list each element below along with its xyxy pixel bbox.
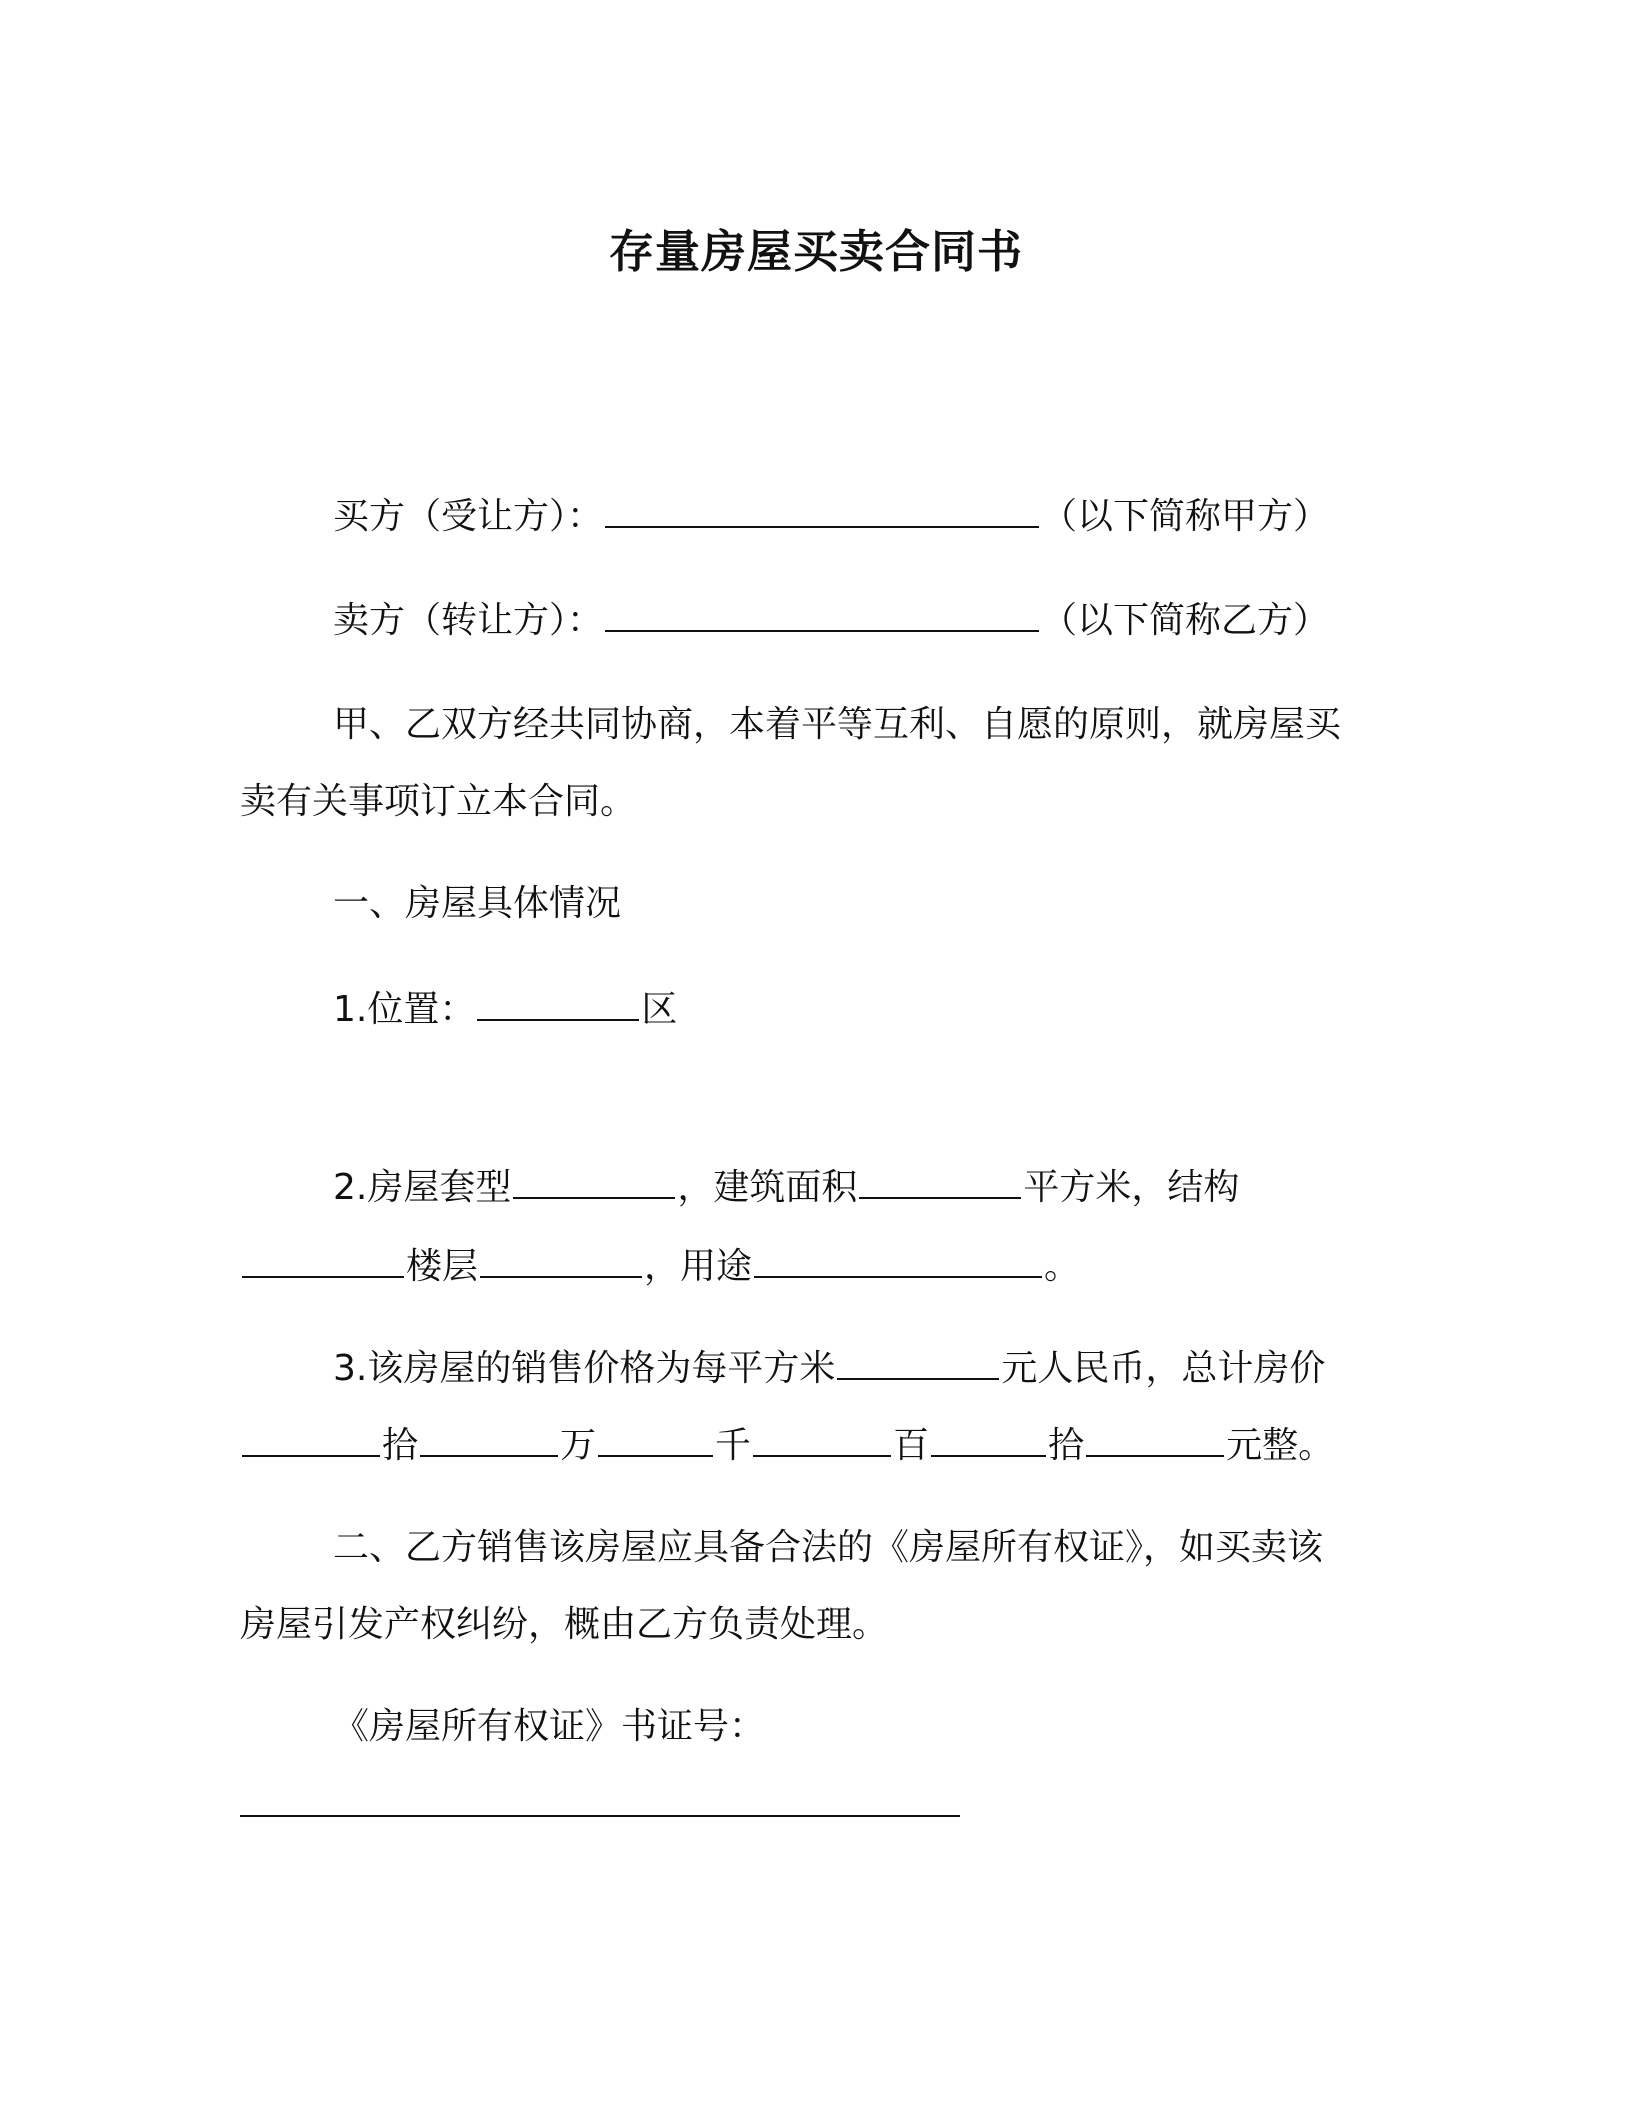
- floor-blank[interactable]: [480, 1244, 642, 1278]
- cert-number-blank[interactable]: [240, 1783, 960, 1817]
- unit-bai: 百: [893, 1425, 930, 1466]
- item1-prefix: 1.位置：: [333, 989, 476, 1030]
- item2-prefix: 2.房屋套型: [333, 1167, 512, 1208]
- section2-line-1: 二、乙方销售该房屋应具备合法的《房屋所有权证》，如买卖该: [333, 1527, 1324, 1568]
- cert-number-line: [240, 1781, 962, 1831]
- wan-blank[interactable]: [420, 1423, 558, 1457]
- intro-line-2: 卖有关事项订立本合同。: [240, 781, 637, 822]
- area-blank[interactable]: [859, 1165, 1021, 1199]
- item2-end: 。: [1044, 1246, 1081, 1287]
- item2-line-1: [333, 1163, 1239, 1213]
- shi-blank[interactable]: [931, 1423, 1046, 1457]
- structure-blank[interactable]: [242, 1244, 404, 1278]
- item3-prefix: 3.该房屋的销售价格为每平方米: [333, 1348, 836, 1389]
- qian-blank[interactable]: [598, 1423, 713, 1457]
- bai-blank[interactable]: [753, 1423, 891, 1457]
- district-blank[interactable]: [477, 987, 639, 1021]
- section2-line-2: 房屋引发产权纠纷，概由乙方负责处理。: [240, 1604, 889, 1645]
- item3-line-2: [240, 1421, 1334, 1471]
- buyer-label: 买方（受让方）：: [333, 496, 604, 537]
- item3-line-1: [333, 1344, 1325, 1394]
- use-label: ，用途: [644, 1246, 753, 1287]
- use-blank[interactable]: [754, 1244, 1042, 1278]
- buyer-name-blank[interactable]: [605, 494, 1039, 528]
- house-type-blank[interactable]: [513, 1165, 675, 1199]
- currency-label: 元人民币，总计房价: [1001, 1348, 1326, 1389]
- item1-location: [333, 985, 677, 1035]
- seller-line: [333, 596, 1329, 646]
- buyer-suffix: （以下简称甲方）: [1041, 496, 1330, 537]
- cert-number-label: 《房屋所有权证》书证号：: [333, 1706, 766, 1747]
- buyer-line: [333, 492, 1329, 542]
- intro-line-1: 甲、乙双方经共同协商，本着平等互利、自愿的原则，就房屋买: [333, 704, 1342, 745]
- area-label: ，建筑面积: [677, 1167, 858, 1208]
- unit-yuan: 元整。: [1226, 1425, 1335, 1466]
- section1-heading: 一、房屋具体情况: [333, 883, 622, 924]
- shi-wan-blank[interactable]: [242, 1423, 380, 1457]
- yuan-blank[interactable]: [1086, 1423, 1224, 1457]
- floor-label: 楼层: [406, 1246, 479, 1287]
- structure-label: 平方米，结构: [1023, 1167, 1240, 1208]
- unit-price-blank[interactable]: [837, 1346, 999, 1380]
- unit-qian: 千: [715, 1425, 752, 1466]
- unit-wan: 万: [560, 1425, 597, 1466]
- seller-label: 卖方（转让方）：: [333, 600, 604, 641]
- item1-suffix: 区: [641, 989, 678, 1030]
- seller-name-blank[interactable]: [605, 598, 1039, 632]
- item2-line-2: [240, 1242, 1080, 1292]
- seller-suffix: （以下简称乙方）: [1041, 600, 1330, 641]
- unit-shi: 拾: [1048, 1425, 1085, 1466]
- document-title: 存量房屋买卖合同书: [608, 225, 1023, 278]
- unit-shi-wan: 拾: [382, 1425, 419, 1466]
